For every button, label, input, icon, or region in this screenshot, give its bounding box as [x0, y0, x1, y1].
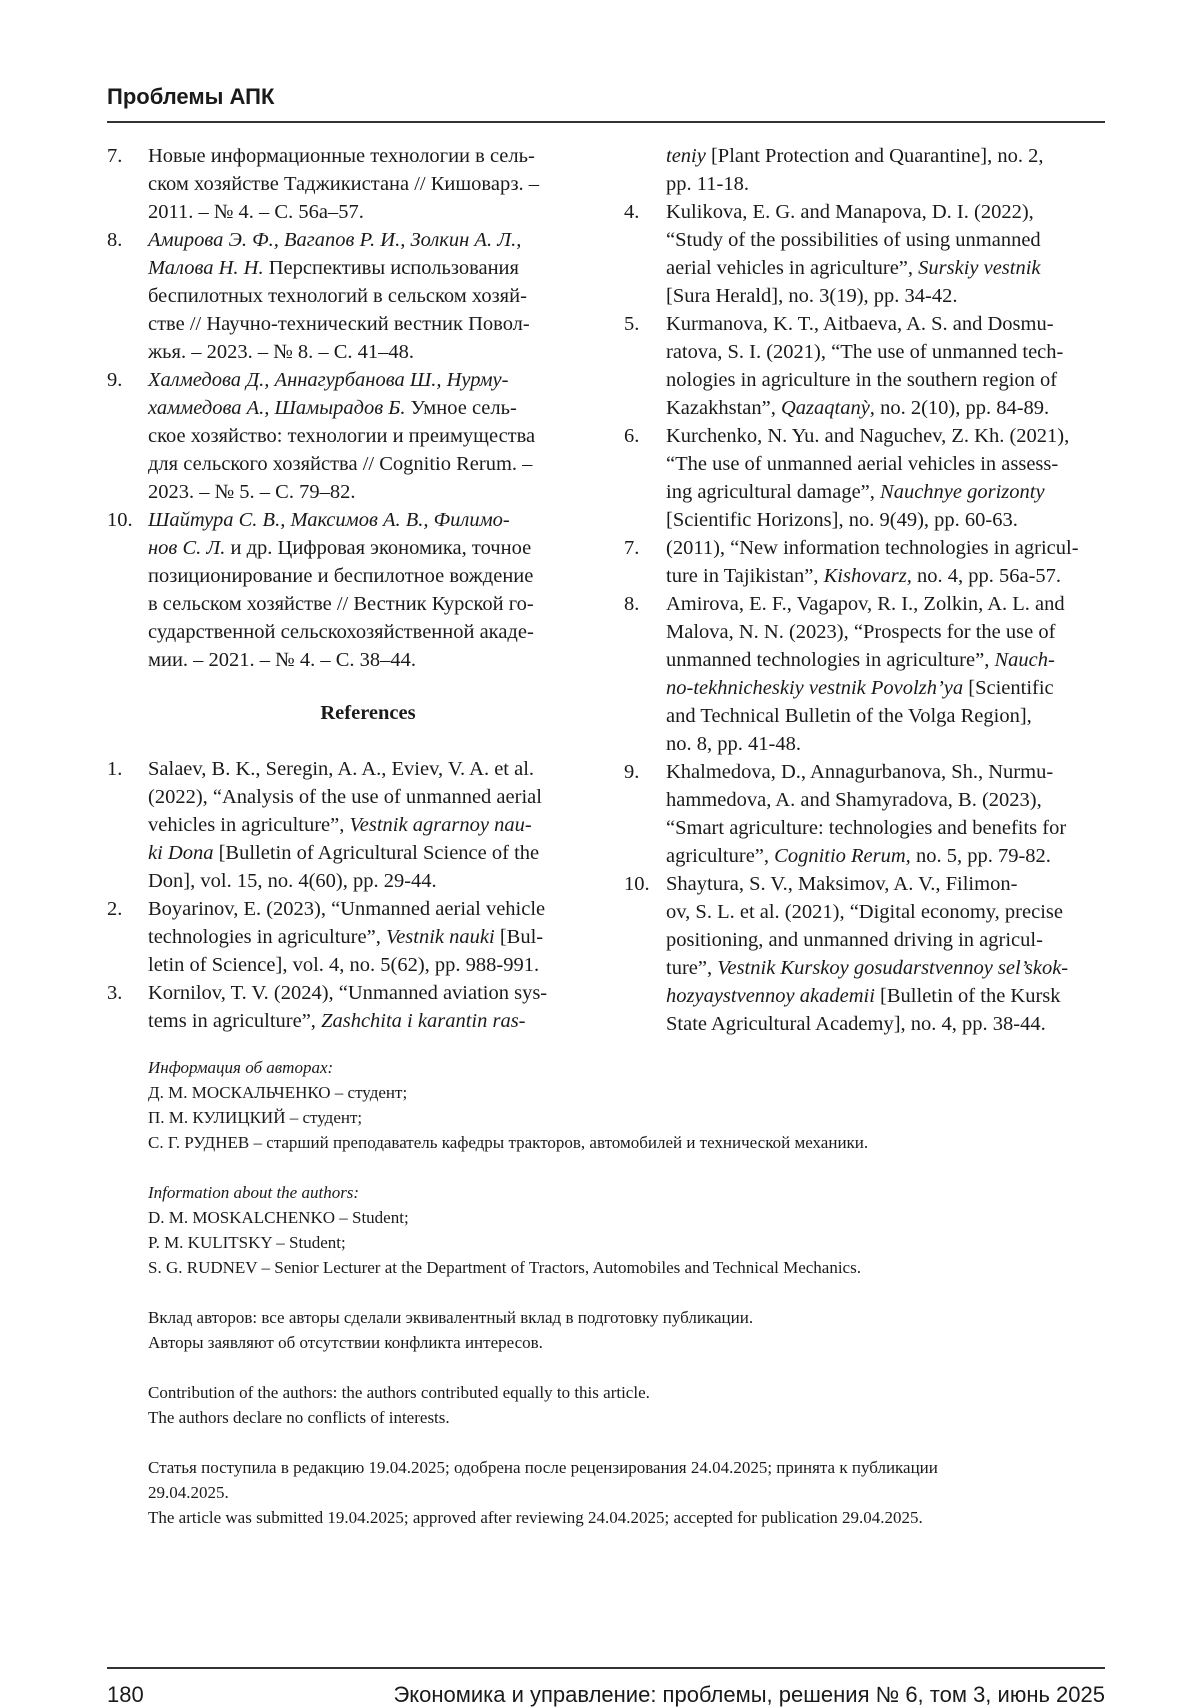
reference-number: 9. [624, 761, 640, 783]
text-fragment: positioning, and unmanned driving in agricul- [666, 929, 1043, 951]
reference-line [666, 534, 1079, 562]
text-fragment: жья. – 2023. – № 8. – С. 41–48. [148, 341, 415, 363]
text-fragment: ov, S. L. et al. (2021), “Digital economy, precise [666, 901, 1063, 923]
text-fragment: and Technical Bulletin of the Volga Region], [666, 705, 1032, 727]
authors-en-title: Information about the authors: [148, 1183, 360, 1202]
reference-line [148, 142, 535, 170]
text-fragment: Salaev, B. K., Seregin, A. A., Eviev, V. A. et al. [148, 758, 535, 780]
text-fragment: ratova, S. I. (2021), “The use of unmanned tech- [666, 341, 1064, 363]
text-fragment: ture in Tajikistan”, [666, 565, 824, 587]
text-fragment: no. 8, pp. 41-48. [666, 733, 801, 755]
text-fragment: no. 2(10), pp. 84-89. [874, 397, 1050, 419]
reference-line [148, 366, 508, 394]
reference-line [148, 310, 530, 338]
italic-fragment: Халмедова Д., Аннагурбанова Ш., Нурму- [148, 369, 509, 391]
reference-line [148, 394, 517, 422]
text-fragment: Перспективы использования [263, 257, 519, 279]
reference-line [666, 730, 801, 758]
text-fragment: [Scientific Horizons], no. 9(49), pp. 60-63. [666, 509, 1018, 531]
reference-line [148, 478, 355, 506]
reference-line [666, 926, 1043, 954]
reference-line [148, 979, 547, 1007]
reference-line [148, 590, 534, 618]
reference-number: 8. [624, 593, 640, 615]
italic-fragment: Vestnik Kurskoy gosudarstvennoy sel’skok- [717, 957, 1069, 979]
reference-line [148, 839, 539, 867]
text-fragment: (2022), “Analysis of the use of unmanned aerial [148, 786, 542, 808]
reference-line [666, 450, 1058, 478]
reference-line [666, 422, 1069, 450]
dates-line: Статья поступила в редакцию 19.04.2025; одобрена после рецензирования 24.04.2025; принята к публикации [148, 1458, 938, 1477]
reference-line [148, 198, 364, 226]
text-fragment: Kurmanova, K. T., Aitbaeva, A. S. and Dosmu- [666, 313, 1054, 335]
conflict-line: The authors declare no conflicts of interests. [148, 1408, 450, 1427]
reference-line [666, 142, 1043, 170]
reference-line [148, 170, 539, 198]
reference-line [666, 1010, 1046, 1038]
text-fragment: ture”, [666, 957, 718, 979]
text-fragment: “The use of unmanned aerial vehicles in assess- [666, 453, 1059, 475]
text-fragment: ском хозяйстве Таджикистана // Кишоварз. – [148, 173, 540, 195]
reference-line [148, 254, 519, 282]
text-fragment: позиционирование и беспилотное вождение [148, 565, 534, 587]
reference-line [666, 282, 957, 310]
text-fragment: aerial vehicles in agriculture”, [666, 257, 919, 279]
reference-line [148, 282, 527, 310]
text-fragment: ское хозяйство: технологии и преимущества [148, 425, 536, 447]
italic-fragment: no-tekhnicheskiy vestnik Povolzh’ya [666, 677, 964, 699]
text-fragment: Amirova, E. F., Vagapov, R. I., Zolkin, A. L. and [666, 593, 1065, 615]
references-heading: References [320, 702, 416, 724]
text-fragment: [Bul- [494, 926, 544, 948]
italic-fragment: Амирова Э. Ф., Вагапов Р. И., Золкин А. Л., [148, 229, 522, 251]
reference-line [666, 786, 1042, 814]
italic-fragment: teniy [666, 145, 706, 167]
text-fragment: Умное сель- [405, 397, 517, 419]
text-fragment: [Plant Protection and Quarantine], no. 2, [705, 145, 1044, 167]
italic-fragment: Surskiy vestnik [918, 257, 1041, 279]
reference-line [148, 338, 414, 366]
footer-rule [107, 1667, 1105, 1669]
reference-number: 4. [624, 201, 640, 223]
reference-line [666, 870, 1017, 898]
reference-line [148, 895, 545, 923]
reference-number: 7. [624, 537, 640, 559]
text-fragment: 2023. – № 5. – С. 79–82. [148, 481, 356, 503]
reference-line [666, 170, 749, 198]
reference-line [666, 842, 1051, 870]
header-rule [107, 121, 1105, 123]
reference-line [666, 674, 1054, 702]
text-fragment: Новые информационные технологии в сель- [148, 145, 535, 167]
text-fragment: no. 5, pp. 79-82. [910, 845, 1051, 867]
running-header: Проблемы АПК [107, 84, 275, 109]
italic-fragment: Шайтура С. В., Максимов А. В., Филимо- [148, 509, 510, 531]
text-fragment: мии. – 2021. – № 4. – С. 38–44. [148, 649, 417, 671]
reference-line [148, 226, 521, 254]
reference-number: 5. [624, 313, 640, 335]
page-number: 180 [107, 1682, 144, 1707]
italic-fragment: Kishovarz, [823, 565, 912, 587]
reference-number: 10. [107, 509, 133, 531]
reference-line [666, 814, 1066, 842]
italic-fragment: ki Dona [148, 842, 214, 864]
dates-line: 29.04.2025. [148, 1483, 229, 1502]
text-fragment: беспилотных технологий в сельском хозяй- [148, 285, 527, 307]
contribution-line: Contribution of the authors: the authors contributed equally to this article. [148, 1383, 650, 1402]
author-line: П. М. КУЛИЦКИЙ – студент; [148, 1108, 363, 1127]
reference-line [148, 923, 543, 951]
reference-number: 6. [624, 425, 640, 447]
reference-line [666, 702, 1032, 730]
reference-line [666, 366, 1057, 394]
reference-number: 3. [107, 982, 123, 1004]
text-fragment: pp. 11-18. [666, 173, 749, 195]
text-fragment: [Scientific [963, 677, 1054, 699]
text-fragment: “Smart agriculture: technologies and benefits for [666, 817, 1067, 839]
reference-line [666, 338, 1063, 366]
text-fragment: vehicles in agriculture”, [148, 814, 350, 836]
reference-line [666, 478, 1045, 506]
reference-line [666, 198, 1034, 226]
reference-line [666, 506, 1018, 534]
text-fragment: technologies in agriculture”, [148, 926, 386, 948]
conflict-line: Авторы заявляют об отсутствии конфликта интересов. [148, 1333, 543, 1352]
reference-line [148, 506, 510, 534]
reference-line [666, 310, 1054, 338]
text-fragment: “Study of the possibilities of using unmanned [666, 229, 1041, 251]
reference-number: 9. [107, 369, 123, 391]
text-fragment: в сельском хозяйстве // Вестник Курской го- [148, 593, 534, 615]
text-fragment: для сельского хозяйства // Cognitio Rerum. – [148, 453, 533, 475]
text-fragment: ing agricultural damage”, [666, 481, 881, 503]
text-fragment: [Bulletin of the Kursk [874, 985, 1061, 1007]
italic-fragment: Zashchita i karantin ras- [321, 1010, 526, 1032]
reference-line [148, 867, 437, 895]
text-fragment: стве // Научно-технический вестник Повол- [148, 313, 530, 335]
reference-line [666, 226, 1041, 254]
text-fragment: no. 4, pp. 56a-57. [911, 565, 1062, 587]
reference-line [666, 394, 1049, 422]
text-fragment: agriculture”, [666, 845, 775, 867]
reference-line [148, 811, 532, 839]
italic-fragment: Nauch- [994, 649, 1055, 671]
text-fragment: [Sura Herald], no. 3(19), pp. 34-42. [666, 285, 958, 307]
reference-line [148, 951, 539, 979]
text-fragment: Malova, N. N. (2023), “Prospects for the use of [666, 621, 1056, 643]
italic-fragment: Nauchnye gorizonty [880, 481, 1045, 503]
text-fragment: Don], vol. 15, no. 4(60), pp. 29-44. [148, 870, 437, 892]
text-fragment: Kazakhstan”, [666, 397, 781, 419]
text-fragment: unmanned technologies in agriculture”, [666, 649, 995, 671]
italic-fragment: хаммедова А., Шамырадов Б. [148, 397, 406, 419]
reference-line [666, 898, 1063, 926]
italic-fragment: нов С. Л. [148, 537, 226, 559]
author-line: Д. М. МОСКАЛЬЧЕНКО – студент; [148, 1083, 408, 1102]
text-fragment: Kulikova, E. G. and Manapova, D. I. (2022), [666, 201, 1034, 223]
reference-line [666, 758, 1053, 786]
text-fragment: Boyarinov, E. (2023), “Unmanned aerial vehicle [148, 898, 546, 920]
dates-line: The article was submitted 19.04.2025; approved after reviewing 24.04.2025; accepted for publication 29.04.2025. [148, 1508, 923, 1527]
reference-line [148, 618, 534, 646]
author-line: S. G. RUDNEV – Senior Lecturer at the Department of Tractors, Automobiles and Technical Mechanics. [148, 1258, 861, 1277]
contribution-line: Вклад авторов: все авторы сделали эквивалентный вклад в подготовку публикации. [148, 1308, 754, 1327]
reference-line [666, 590, 1065, 618]
text-fragment: tems in agriculture”, [148, 1010, 322, 1032]
text-fragment: [Bulletin of Agricultural Science of the [213, 842, 540, 864]
authors-ru-title: Информация об авторах: [148, 1058, 334, 1077]
author-line: P. M. KULITSKY – Student; [148, 1233, 346, 1252]
italic-fragment: Vestnik agrarnoy nau- [349, 814, 532, 836]
reference-line [666, 562, 1061, 590]
reference-number: 10. [624, 873, 650, 895]
reference-line [148, 1007, 526, 1035]
reference-line [666, 646, 1055, 674]
text-fragment: и др. Цифровая экономика, точное [225, 537, 532, 559]
reference-number: 2. [107, 898, 123, 920]
journal-title: Экономика и управление: проблемы, решения № 6, том 3, июнь 2025 [393, 1682, 1105, 1707]
italic-fragment: hozyaystvennoy akademii [666, 985, 875, 1007]
italic-fragment: Vestnik nauki [385, 926, 495, 948]
reference-line [148, 534, 531, 562]
author-line: D. M. MOSKALCHENKO – Student; [148, 1208, 409, 1227]
text-fragment: Kornilov, T. V. (2024), “Unmanned aviation sys- [148, 982, 548, 1004]
text-fragment: hammedova, A. and Shamyradova, B. (2023), [666, 789, 1042, 811]
text-fragment: State Agricultural Academy], no. 4, pp. 38-44. [666, 1013, 1046, 1035]
text-fragment: (2011), “New information technologies in agricul- [666, 537, 1079, 559]
reference-line [148, 450, 532, 478]
reference-line [666, 954, 1068, 982]
reference-line [148, 646, 416, 674]
reference-number: 7. [107, 145, 123, 167]
text-fragment: сударственной сельскохозяйственной акаде- [148, 621, 534, 643]
reference-line [148, 562, 533, 590]
reference-number: 1. [107, 758, 123, 780]
reference-number: 8. [107, 229, 123, 251]
italic-fragment: Малова Н. Н. [148, 257, 264, 279]
text-fragment: Shaytura, S. V., Maksimov, A. V., Filimon- [666, 873, 1018, 895]
reference-line [666, 982, 1061, 1010]
reference-line [148, 755, 534, 783]
italic-fragment: Cognitio Rerum, [774, 845, 911, 867]
author-line: С. Г. РУДНЕВ – старший преподаватель кафедры тракторов, автомобилей и технической механики. [148, 1133, 869, 1152]
reference-line [666, 254, 1041, 282]
reference-line [666, 618, 1055, 646]
italic-fragment: Qazaqtanỳ, [780, 397, 875, 419]
text-fragment: letin of Science], vol. 4, no. 5(62), pp. 988-991. [148, 954, 540, 976]
reference-line [148, 422, 535, 450]
text-fragment: 2011. – № 4. – С. 56а–57. [148, 201, 364, 223]
text-fragment: nologies in agriculture in the southern region of [666, 369, 1058, 391]
text-fragment: Kurchenko, N. Yu. and Naguchev, Z. Kh. (2021), [666, 425, 1070, 447]
reference-line [148, 783, 542, 811]
text-fragment: Khalmedova, D., Annagurbanova, Sh., Nurmu- [666, 761, 1054, 783]
